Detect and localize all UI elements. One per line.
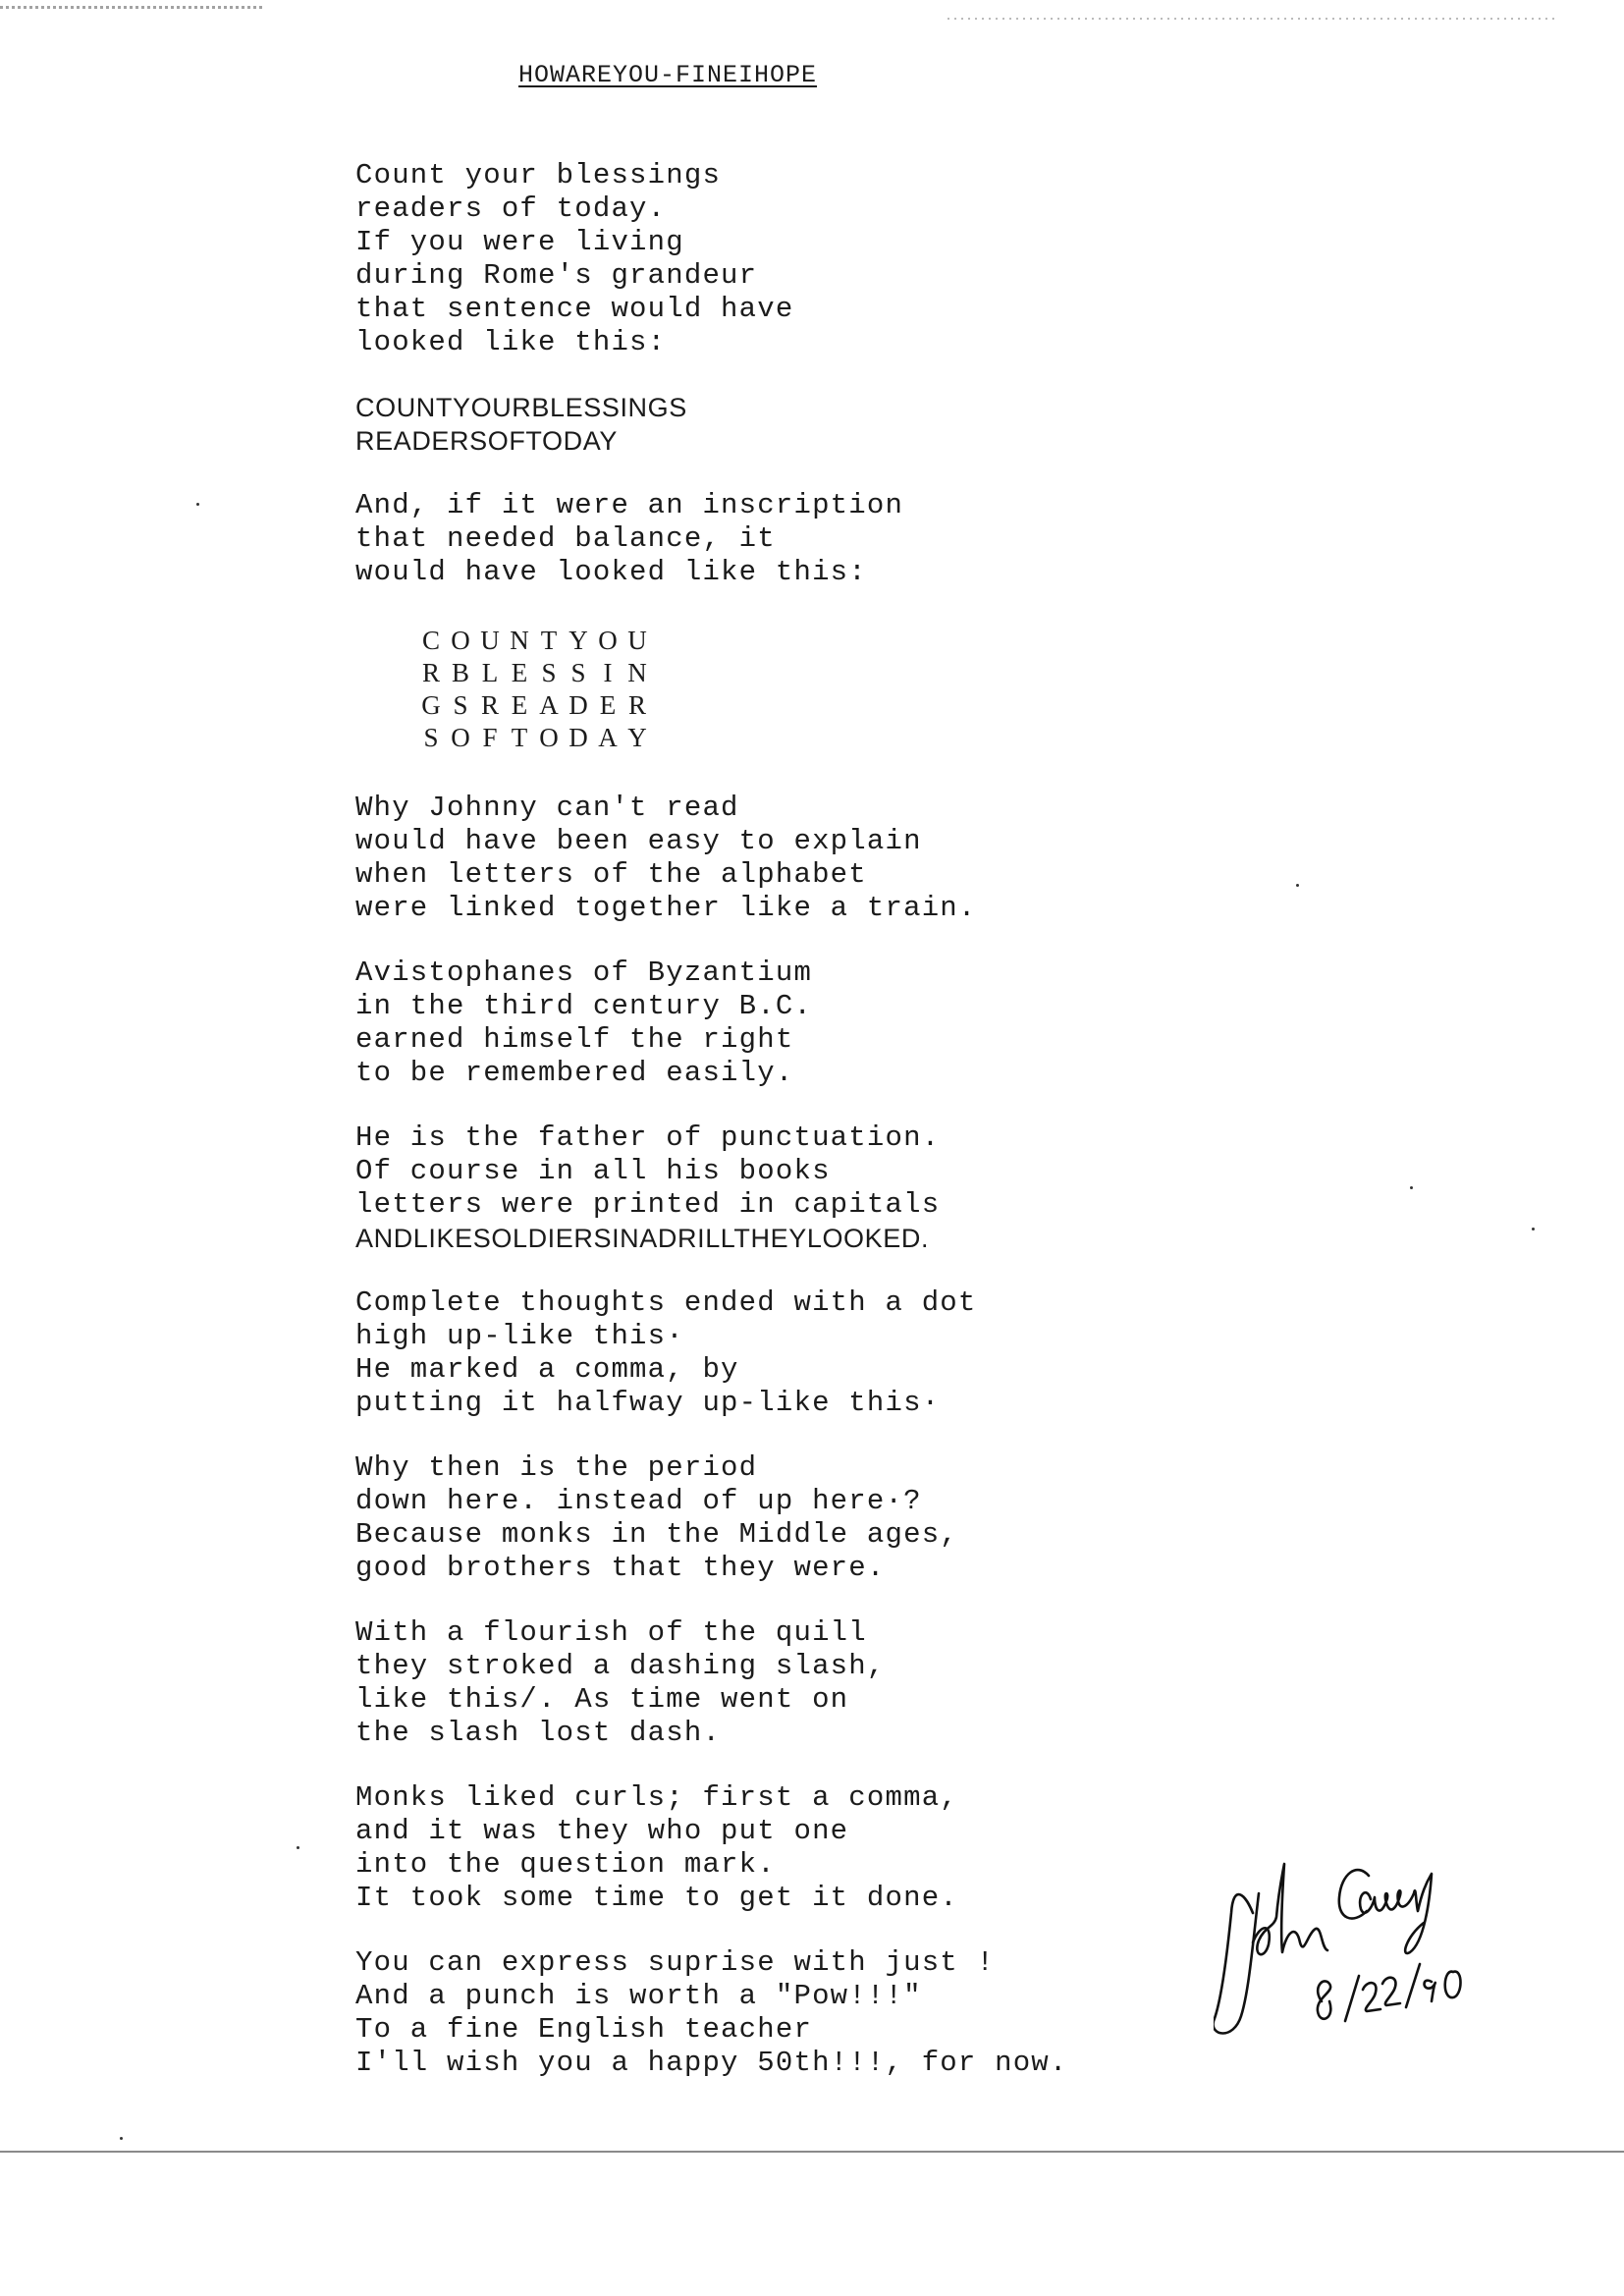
inscription-letter: Y <box>627 723 647 752</box>
stanza <box>355 489 1068 589</box>
inscription-letter: S <box>423 723 439 752</box>
poem-line: READERSOFTODAY <box>355 426 618 456</box>
stanza-gap <box>355 1090 1068 1121</box>
stanza <box>355 1286 1068 1420</box>
inscription-grid <box>416 625 1068 754</box>
stanza-gap <box>355 589 1068 621</box>
stanza-gap <box>355 760 1068 792</box>
poem-line: putting it halfway up-like this· <box>355 1387 941 1419</box>
stanza <box>355 159 1068 359</box>
inscription-letter: D <box>568 690 588 720</box>
scan-speck <box>297 1846 299 1849</box>
scan-speck <box>1532 1228 1535 1230</box>
poem-line: would have been easy to explain <box>355 825 922 857</box>
poem-line: Count your blessings <box>355 159 722 191</box>
inscription-letter: T <box>540 626 558 655</box>
stanza-gap <box>355 1585 1068 1616</box>
poem-line: And a punch is worth a "Pow!!!" <box>355 1980 922 2012</box>
poem-line: Complete thoughts ended with a dot <box>355 1286 977 1319</box>
scan-speck <box>120 2137 123 2140</box>
stanza-gap <box>355 1420 1068 1451</box>
inscription-letter: O <box>539 723 559 752</box>
poem-line: were linked together like a train. <box>355 892 977 924</box>
poem-line: good brothers that they were. <box>355 1552 886 1584</box>
inscription-letter: R <box>421 658 440 687</box>
poem-line: You can express suprise with just ! <box>355 1946 996 1979</box>
stanza-gap <box>355 1750 1068 1781</box>
inscription-letter: C <box>421 626 440 655</box>
poem-line: that needed balance, it <box>355 522 776 555</box>
inscription-letter: R <box>480 690 499 720</box>
inscription-letter: A <box>598 723 618 752</box>
handwritten-signature <box>1214 1854 1479 2041</box>
poem-line: like this/. As time went on <box>355 1683 849 1716</box>
poem-line: I'll wish you a happy 50th!!!, for now. <box>355 2047 1068 2079</box>
inscription-letter: E <box>511 658 528 687</box>
poem-line: high up-like this· <box>355 1320 684 1352</box>
inscription-row <box>416 657 1068 689</box>
scan-speck <box>1410 1186 1413 1189</box>
poem-line: during Rome's grandeur <box>355 259 758 292</box>
stanza-gap <box>355 1255 1068 1286</box>
poem-line: He marked a comma, by <box>355 1353 739 1386</box>
poem-line: in the third century B.C. <box>355 990 813 1022</box>
poem-line: COUNTYOURBLESSINGS <box>355 393 687 422</box>
inscription-letter: E <box>511 690 528 720</box>
inscription-letter: F <box>482 723 498 752</box>
inscription-letter: U <box>480 626 500 655</box>
poem-line: Why Johnny can't read <box>355 792 739 824</box>
scan-artifact-top-right <box>947 18 1556 20</box>
stanza-gap <box>355 925 1068 957</box>
scan-speck <box>1296 884 1299 887</box>
inscription-letter: T <box>511 723 528 752</box>
inscription-letter: O <box>598 626 618 655</box>
poem-line: If you were living <box>355 226 684 258</box>
poem-line: letters were printed in capitals <box>355 1188 941 1221</box>
scan-speck <box>196 503 199 506</box>
inscription-letter: Y <box>568 626 588 655</box>
stanza-gap <box>355 359 1068 391</box>
inscription-letter: N <box>627 658 647 687</box>
poem-line: the slash lost dash. <box>355 1717 722 1749</box>
poem-line: to be remembered easily. <box>355 1057 794 1089</box>
inscription-letter: A <box>539 690 559 720</box>
poem-line: With a flourish of the quill <box>355 1616 867 1649</box>
document-title: HOWAREYOU-FINEIHOPE <box>518 61 818 89</box>
inscription-letter: I <box>603 658 613 687</box>
inscription-letter: S <box>541 658 557 687</box>
poem-line: It took some time to get it done. <box>355 1882 958 1914</box>
stanza-gap <box>355 1915 1068 1946</box>
poem-line: Monks liked curls; first a comma, <box>355 1781 958 1814</box>
inscription-row <box>416 625 1068 657</box>
poem-line: looked like this: <box>355 326 667 358</box>
inscription-letter: S <box>570 658 586 687</box>
poem-line: when letters of the alphabet <box>355 858 867 891</box>
inscription-letter: U <box>627 626 647 655</box>
poem-line: Why then is the period <box>355 1451 758 1484</box>
poem-line: readers of today. <box>355 192 667 225</box>
poem-line: Because monks in the Middle ages, <box>355 1518 958 1551</box>
poem-line: Avistophanes of Byzantium <box>355 957 813 989</box>
stanza <box>355 1616 1068 1750</box>
poem-line: And, if it were an inscription <box>355 489 904 521</box>
poem-line: into the question mark. <box>355 1848 776 1881</box>
inscription-letter: O <box>451 626 470 655</box>
inscription-letter: R <box>627 690 646 720</box>
stanza <box>355 1781 1068 1915</box>
scan-artifact-bottom-line <box>0 2151 1624 2153</box>
stanza <box>355 391 1068 458</box>
inscription-letter: S <box>453 690 468 720</box>
inscription-letter: G <box>421 690 441 720</box>
inscription-letter: E <box>599 690 617 720</box>
poem-line: ANDLIKESOLDIERSINADRILLTHEYLOOKED. <box>355 1224 930 1253</box>
stanza <box>355 1451 1068 1585</box>
inscription-row <box>416 689 1068 722</box>
inscription-letter: O <box>451 723 470 752</box>
poem-line: that sentence would have <box>355 293 794 325</box>
scan-artifact-top-left <box>0 6 265 9</box>
stanza <box>355 957 1068 1090</box>
stanza <box>355 1946 1068 2080</box>
poem-line: earned himself the right <box>355 1023 794 1056</box>
poem-line: they stroked a dashing slash, <box>355 1650 886 1682</box>
stanza-gap <box>355 458 1068 489</box>
poem-line: down here. instead of up here·? <box>355 1485 922 1517</box>
stanza <box>355 1121 1068 1255</box>
inscription-letter: B <box>451 658 469 687</box>
poem-line: would have looked like this: <box>355 556 867 588</box>
poem-body <box>355 159 1068 2080</box>
poem-line: Of course in all his books <box>355 1155 831 1187</box>
inscription-letter: D <box>568 723 588 752</box>
poem-line: and it was they who put one <box>355 1815 849 1847</box>
inscription-row <box>416 722 1068 754</box>
poem-line: He is the father of punctuation. <box>355 1121 941 1154</box>
inscription-letter: L <box>481 658 499 687</box>
inscription-letter: N <box>510 626 529 655</box>
stanza <box>355 792 1068 925</box>
poem-line: To a fine English teacher <box>355 2013 813 2046</box>
